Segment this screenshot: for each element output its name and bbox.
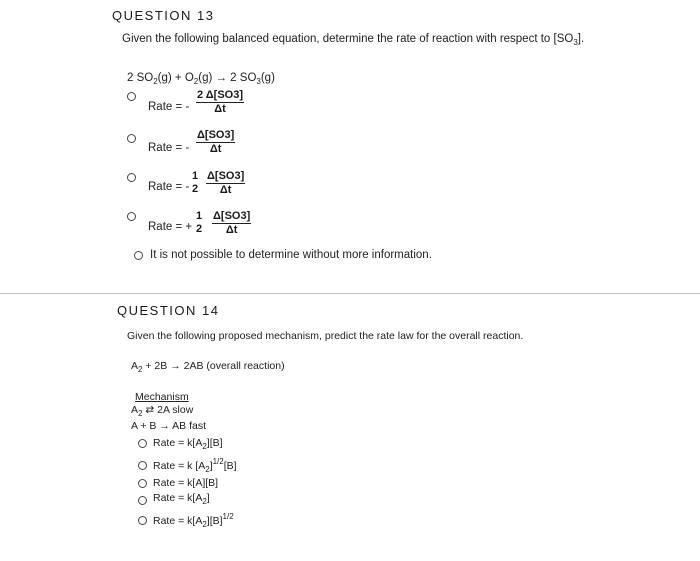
q13-option-1-radio[interactable] (127, 92, 136, 101)
q13-option-3-coef-den: 2 (192, 183, 199, 195)
q13-option-4-prefix: Rate = + (148, 221, 193, 233)
q13-option-3-coef-num: 1 (192, 170, 199, 182)
q14-option-2-radio[interactable] (138, 461, 147, 470)
q13-option-5-label: It is not possible to determine without more information. (150, 249, 432, 261)
q14-option-3-radio[interactable] (138, 479, 147, 488)
question-13-prompt: Given the following balanced equation, determine the rate of reaction with respect to $[SO_3]$. (122, 33, 585, 47)
mechanism-step-1: $A_2$ ⇄ 2A slow (131, 404, 194, 418)
q14-option-1-radio[interactable] (138, 439, 147, 448)
mechanism-heading: Mechanism (135, 391, 189, 403)
q13-option-2-denominator: Δt (209, 143, 222, 155)
overall-reaction: $A_2 + 2B \to 2AB$ (overall reaction) (131, 360, 285, 374)
q13-option-1-numerator: 2 Δ[SO3] (197, 89, 244, 101)
q13-option-1-denominator: Δt (214, 103, 226, 115)
q13-option-3-radio[interactable] (127, 173, 136, 182)
q13-option-4-coef-num: 1 (196, 210, 203, 222)
q13-option-1-fraction (196, 89, 244, 116)
q13-option-4-coef-den: 2 (196, 223, 203, 235)
question-14-title: QUESTION 14 (117, 303, 220, 318)
mechanism-step-2: A + B → AB fast (131, 420, 206, 432)
q13-option-3-denominator: Δt (219, 184, 232, 196)
question-13-title: QUESTION 13 (112, 8, 215, 23)
q13-option-1-prefix: Rate = - (148, 101, 190, 113)
q13-option-5-radio[interactable] (134, 251, 143, 260)
q13-option-2-numerator: Δ[SO3] (197, 129, 235, 141)
q13-option-3-prefix: Rate = - (148, 181, 190, 193)
q14-option-4-label: Rate = $k[A_2]$ (153, 492, 210, 506)
q14-option-2-label: Rate = k $[A_2]^{1/2}[B]$ (153, 457, 237, 474)
q13-option-4-coefficient (195, 210, 203, 236)
question-14-prompt: Given the following proposed mechanism, predict the rate law for the overall reaction. (127, 330, 524, 342)
q13-option-3-coefficient (191, 170, 199, 196)
q14-option-4-radio[interactable] (138, 496, 147, 505)
q13-option-4-numerator: Δ[SO3] (213, 210, 251, 222)
q13-option-3-numerator: Δ[SO3] (207, 170, 245, 182)
question-divider (0, 293, 700, 294)
q14-option-5-label: Rate = $k[A_2][B]^{1/2}$ (153, 512, 234, 529)
q13-option-4-fraction (212, 210, 251, 237)
q14-option-3-label: Rate = k[A][B] (153, 477, 219, 489)
q13-option-2-prefix: Rate = - (148, 142, 190, 154)
q13-option-2-radio[interactable] (127, 134, 136, 143)
q13-option-4-denominator: Δt (225, 224, 238, 236)
q14-option-5-radio[interactable] (138, 516, 147, 525)
q13-option-4-radio[interactable] (127, 212, 136, 221)
q13-option-3-fraction (206, 170, 245, 197)
balanced-equation: 2 $SO_2(g) + O_2(g) \to 2$ $SO_3(g)$ (127, 72, 275, 86)
q13-option-2-fraction (196, 129, 235, 156)
q14-option-1-label: Rate = $k[A_2][B]$ (153, 437, 223, 451)
